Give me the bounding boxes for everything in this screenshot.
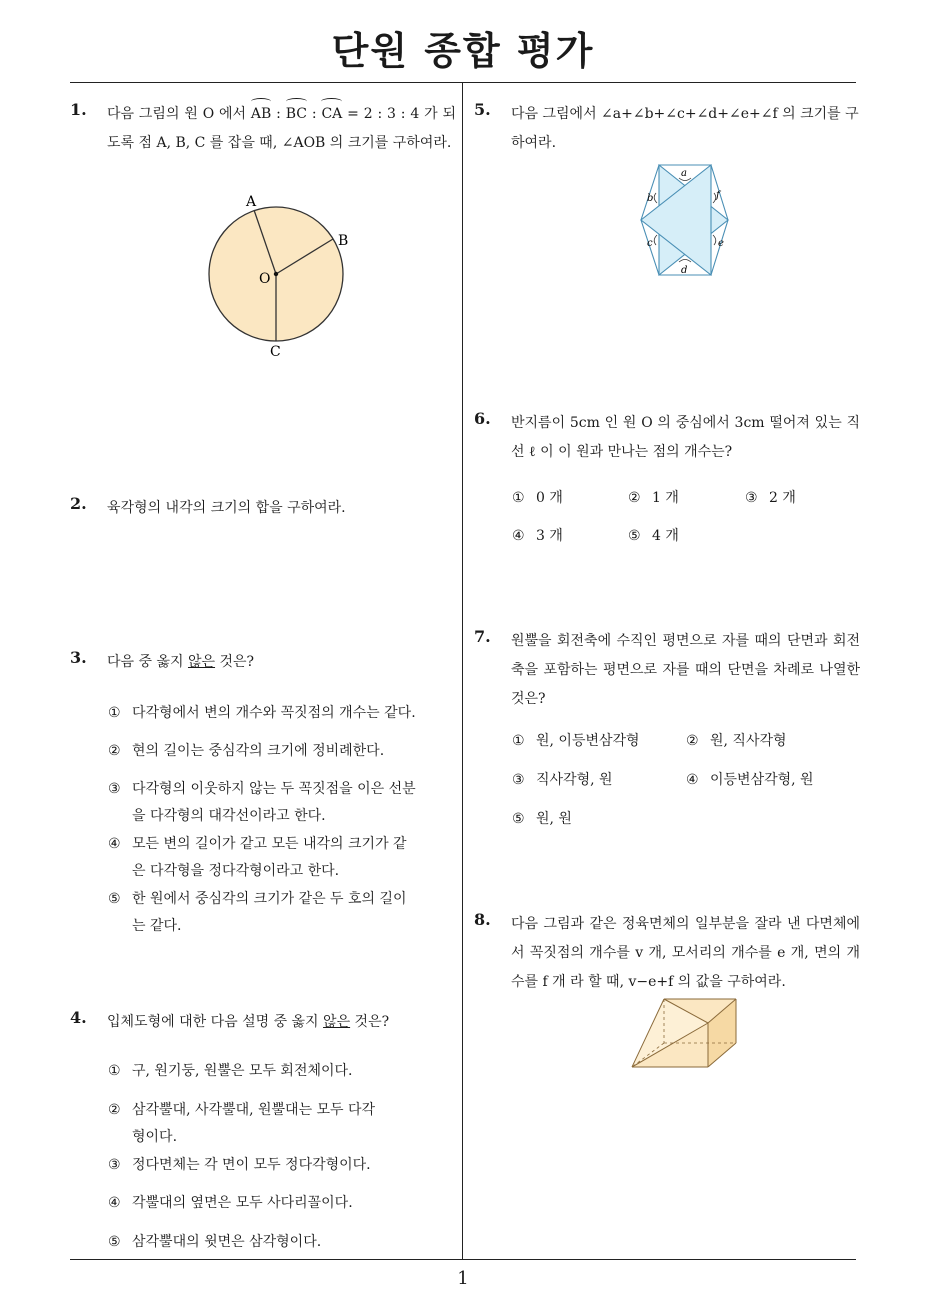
- arc-ca: CA: [321, 100, 342, 129]
- option-mark: ②: [686, 733, 699, 749]
- option-text: 4 개: [652, 528, 679, 544]
- angle-label-c: c: [647, 238, 653, 249]
- angle-label-e: e: [718, 238, 724, 249]
- label-c: C: [270, 344, 281, 360]
- q7-option-5[interactable]: [512, 806, 572, 833]
- question-text: 육각형의 내각의 크기의 합을 구하여라.: [107, 500, 346, 516]
- label-o: O: [259, 271, 271, 287]
- q6-option-1[interactable]: [512, 485, 563, 512]
- angle-label-a: a: [681, 168, 687, 179]
- option-mark: ②: [108, 1102, 121, 1118]
- option-mark: ④: [108, 1195, 121, 1211]
- option-mark: ①: [512, 490, 525, 506]
- q4-option-3[interactable]: [108, 1152, 371, 1179]
- question-number: 6.: [474, 409, 491, 428]
- question-text: 원뿔을 회전축에 수직인 평면으로 자를 때의 단면과 회전축을 포함하는 평면으로 자를 때의 단면을 차례로 나열한 것은?: [511, 633, 860, 707]
- angle-mark-c: [654, 235, 657, 245]
- option-mark: ②: [108, 743, 121, 759]
- question-text: [107, 1008, 389, 1037]
- option-mark: ④: [512, 528, 525, 544]
- option-mark: ③: [108, 1157, 121, 1173]
- option-text: 정다면체는 각 면이 모두 정다각형이다.: [132, 1157, 371, 1173]
- option-mark: ③: [512, 772, 525, 788]
- q4-option-1[interactable]: [108, 1058, 353, 1085]
- angle-label-f: f: [716, 190, 720, 201]
- angle-mark-d: [679, 260, 691, 263]
- q1-text-pre: 다음 그림의 원 O 에서: [107, 106, 251, 122]
- q3-option-3[interactable]: [108, 776, 428, 830]
- q4-text-pre: 입체도형에 대한 다음 설명 중 옳지: [107, 1014, 324, 1030]
- column-divider: [462, 82, 463, 1259]
- label-b: B: [338, 233, 349, 249]
- option-mark: ③: [745, 490, 758, 506]
- angle-mark-b: [654, 193, 657, 203]
- q4-text-post: 것은?: [350, 1014, 390, 1030]
- ratio-separator: :: [271, 106, 286, 122]
- q7-option-1[interactable]: [512, 728, 640, 755]
- question-number: 5.: [474, 100, 491, 119]
- underlined-word: 않은: [323, 1014, 351, 1030]
- q3-option-2[interactable]: [108, 738, 384, 765]
- option-mark: ①: [108, 705, 121, 721]
- q7-option-2[interactable]: [686, 728, 787, 755]
- option-text: 0 개: [536, 490, 563, 506]
- question-number: 8.: [474, 910, 491, 929]
- q6-option-3[interactable]: [745, 485, 796, 512]
- question-text: 다음 그림과 같은 정육면체의 일부분을 잘라 낸 다면체에서 꼭짓점의 개수를 v 개, 모서리의 개수를 e 개, 면의 개수를 f 개 라 할 때, v−e+f 의 값을 구하여라.: [511, 916, 860, 990]
- header-rule: [70, 82, 856, 83]
- option-mark: ①: [108, 1063, 121, 1079]
- question-number: 4.: [70, 1008, 87, 1027]
- q4-option-4[interactable]: [108, 1190, 353, 1217]
- arc-bc: BC: [286, 100, 307, 129]
- label-a: A: [246, 194, 257, 210]
- option-text: 다각형에서 변의 개수와 꼭짓점의 개수는 같다.: [132, 705, 416, 721]
- option-text: 삼각뿔대, 사각뿔대, 원뿔대는 모두 다각형이다.: [132, 1102, 376, 1145]
- option-text: 각뿔대의 옆면은 모두 사다리꼴이다.: [132, 1195, 353, 1211]
- option-text: 모든 변의 길이가 같고 모든 내각의 크기가 같은 다각형을 정다각형이라고 한다.: [132, 836, 407, 879]
- question-number: 3.: [70, 648, 87, 667]
- question-text: 다음 그림에서 ∠a+∠b+∠c+∠d+∠e+∠f 의 크기를 구하여라.: [511, 106, 859, 151]
- underlined-word: 않은: [187, 654, 216, 670]
- option-text: 삼각뿔대의 윗면은 삼각형이다.: [132, 1234, 322, 1250]
- option-mark: ②: [628, 490, 641, 506]
- option-mark: ④: [686, 772, 699, 788]
- ratio-separator: :: [307, 106, 322, 122]
- option-text: 3 개: [536, 528, 563, 544]
- q7-option-4[interactable]: [686, 767, 814, 794]
- circle-figure: [195, 188, 355, 363]
- option-text: 원, 직사각형: [710, 733, 787, 749]
- option-text: 한 원에서 중심각의 크기가 같은 두 호의 길이는 같다.: [132, 891, 407, 934]
- footer-rule: [70, 1259, 856, 1260]
- question-text: 반지름이 5cm 인 원 O 의 중심에서 3cm 떨어져 있는 직선 ℓ 이 이 원과 만나는 점의 개수는?: [511, 415, 860, 460]
- angle-label-d: d: [681, 265, 688, 276]
- q1-text-post: 가 되도록 점 A, B, C 를 잡을 때, ∠AOB 의 크기를 구하여라.: [107, 106, 457, 151]
- ratio-values: = 2 : 3 : 4: [342, 106, 420, 122]
- angle-mark-e: [713, 235, 716, 245]
- option-mark: ⑤: [512, 811, 525, 827]
- q3-option-1[interactable]: [108, 700, 416, 727]
- option-mark: ③: [108, 781, 121, 797]
- page-number: 1: [457, 1268, 469, 1289]
- option-text: 원, 이등변삼각형: [536, 733, 640, 749]
- question-number: 1.: [70, 100, 87, 119]
- q3-text-post: 것은?: [215, 654, 255, 670]
- question-number: 7.: [474, 627, 491, 646]
- option-text: 2 개: [769, 490, 796, 506]
- option-text: 1 개: [652, 490, 679, 506]
- polyhedron-figure: [628, 995, 740, 1071]
- option-text: 직사각형, 원: [536, 772, 613, 788]
- option-mark: ⑤: [108, 891, 121, 907]
- q4-option-5[interactable]: [108, 1229, 321, 1256]
- angle-label-b: b: [647, 193, 654, 204]
- center-point: [274, 272, 278, 276]
- q6-option-4[interactable]: [512, 523, 563, 550]
- question-text: [107, 648, 254, 677]
- option-mark: ①: [512, 733, 525, 749]
- option-mark: ⑤: [108, 1234, 121, 1250]
- q3-text-pre: 다음 중 옳지: [107, 654, 188, 670]
- page-title: 단원 종합 평가: [331, 29, 595, 73]
- option-mark: ④: [108, 836, 121, 852]
- q6-option-2[interactable]: [628, 485, 679, 512]
- star-figure: [630, 160, 734, 282]
- q4-option-2[interactable]: [108, 1097, 398, 1151]
- q6-option-5[interactable]: [628, 523, 679, 550]
- option-text: 이등변삼각형, 원: [710, 772, 814, 788]
- question-number: 2.: [70, 494, 87, 513]
- arc-ab: AB: [251, 100, 271, 129]
- q3-option-5[interactable]: [108, 886, 428, 940]
- option-text: 원, 원: [536, 811, 572, 827]
- q7-option-3[interactable]: [512, 767, 613, 794]
- question-text: [107, 100, 456, 158]
- option-text: 구, 원기둥, 원뿔은 모두 회전체이다.: [132, 1063, 353, 1079]
- q3-option-4[interactable]: [108, 831, 428, 885]
- option-mark: ⑤: [628, 528, 641, 544]
- option-text: 현의 길이는 중심각의 크기에 정비례한다.: [132, 743, 385, 759]
- option-text: 다각형의 이웃하지 않는 두 꼭짓점을 이은 선분을 다각형의 대각선이라고 한다.: [132, 781, 416, 824]
